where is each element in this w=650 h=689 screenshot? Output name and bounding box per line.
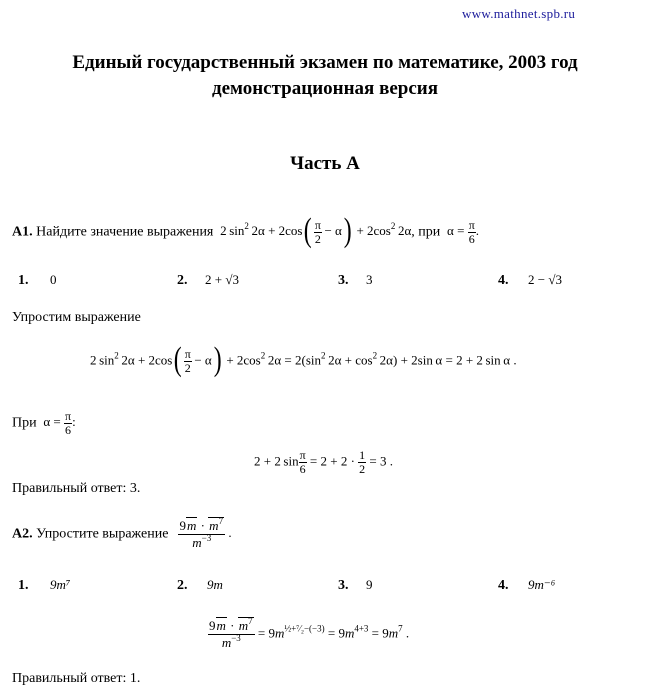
- option-value: 2 + √3: [205, 272, 239, 287]
- question-label: А2.: [12, 526, 33, 542]
- a2-option-1: [18, 577, 70, 594]
- option-number: 3.: [338, 273, 349, 288]
- a2-option-3: [338, 577, 373, 594]
- a1-option-2: [177, 272, 239, 289]
- option-value: 9m: [207, 577, 223, 592]
- question-a2: [12, 518, 232, 551]
- option-number: 1.: [18, 273, 29, 288]
- question-expression: $\frac{9m \cdot m^7}{m^{-3}}$ .: [179, 516, 232, 550]
- when-label: При: [12, 415, 37, 431]
- question-alpha-value: α = $\frac{\pi}{6}$ .: [443, 218, 479, 246]
- question-prompt: Упростите выражение: [36, 526, 169, 542]
- a1-when-line: При α = $\frac{\pi}{6}$ :: [12, 409, 76, 437]
- a1-simplify-text: Упростим выражение: [12, 310, 141, 325]
- page-subtitle: демонстрационная версия: [212, 78, 438, 99]
- question-expression: 2 $\sin^2 2\alpha + 2\cos$( $\frac{\pi}{2}$ − $\alpha) + 2\cos^2$ 2α: [216, 211, 412, 249]
- page-title: Единый государственный экзамен по математике, 2003 год: [72, 52, 578, 73]
- option-value: 0: [50, 272, 57, 287]
- option-value: 9: [366, 577, 373, 592]
- a1-option-1: [18, 272, 57, 289]
- question-a1: [12, 211, 479, 249]
- option-value: 2 − √3: [528, 272, 562, 287]
- question-prompt: Найдите значение выражения: [36, 224, 214, 240]
- a1-option-3: [338, 272, 373, 289]
- option-value: 9m⁻⁶: [528, 577, 556, 592]
- a1-simplification-equation: 2 $\sin^2 2\alpha + 2\cos$( $\frac{\pi}{2}$ − $\alpha) + 2\cos^2$ $2\alpha = 2(\sin^2$ $2\alpha + \cos^2 2\alpha) + 2\sin$ α = 2 + 2 sin α .: [90, 340, 517, 378]
- option-number: 4.: [498, 578, 509, 593]
- option-number: 3.: [338, 578, 349, 593]
- a1-option-4: [498, 272, 562, 289]
- part-heading: Часть А: [290, 153, 360, 174]
- a2-solution-equation: $\frac{9m \cdot m^7}{m^{-3}}$ = $9m^{\frac{1}{2}+^7⁄_2-(-3)} = 9m^{4+3} = 9m^7$ .: [209, 616, 410, 650]
- option-number: 4.: [498, 273, 509, 288]
- option-value: 3: [366, 272, 373, 287]
- a1-evaluation-equation: 2 + 2 sin $\frac{\pi}{6}$ = 2 + 2 · $\frac{1}{2}$ = 3 .: [254, 448, 394, 476]
- option-number: 1.: [18, 578, 29, 593]
- question-condition: , при: [411, 224, 441, 240]
- option-number: 2.: [177, 578, 188, 593]
- site-url[interactable]: www.mathnet.spb.ru: [462, 6, 576, 21]
- a2-correct-answer: Правильный ответ: 1.: [12, 671, 141, 686]
- question-label: А1.: [12, 224, 33, 240]
- a1-correct-answer: Правильный ответ: 3.: [12, 481, 141, 496]
- a2-option-4: [498, 577, 555, 594]
- option-number: 2.: [177, 273, 188, 288]
- option-value: 9m⁷: [50, 577, 71, 592]
- a2-option-2: [177, 577, 223, 594]
